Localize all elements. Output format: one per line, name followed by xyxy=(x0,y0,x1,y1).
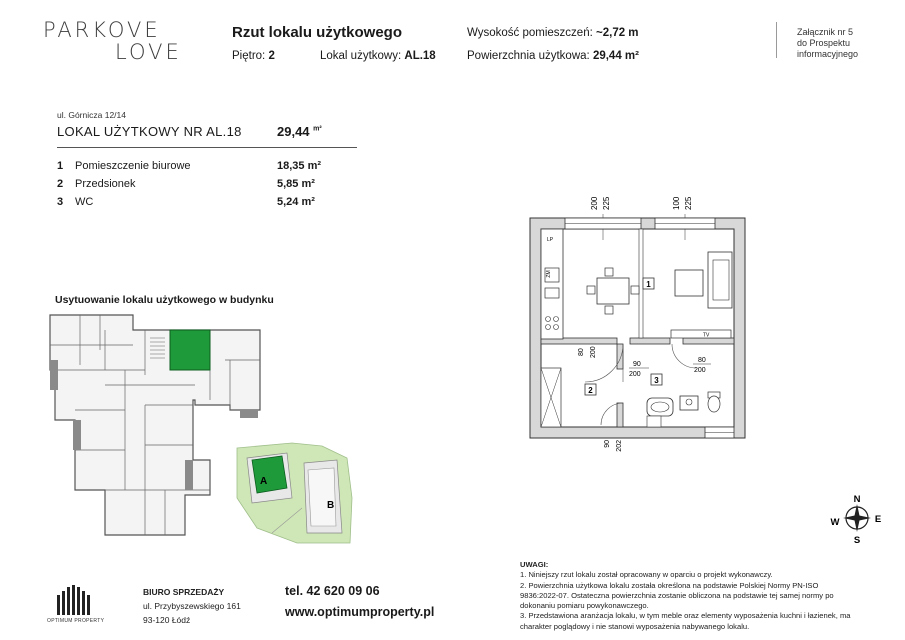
room-num: 2 xyxy=(57,178,64,190)
room-row xyxy=(57,160,63,172)
compass-e: E xyxy=(874,514,882,525)
window-dim-b: 225 xyxy=(684,196,693,210)
highlighted-unit xyxy=(170,330,210,370)
company-name: OPTIMUM PROPERTY xyxy=(47,618,105,624)
note-line: 2. Powierzchnia użytkowa lokalu została określona na podstawie Polskiej Normy PN-ISO xyxy=(520,580,819,590)
compass-icon xyxy=(828,493,886,545)
door-dim-a: 80 xyxy=(578,348,585,356)
room-1-number: 1 xyxy=(646,280,651,289)
location-title: Usytuowanie lokalu użytkowego w budynku xyxy=(55,294,274,306)
compass-s: S xyxy=(853,535,861,545)
window-dim-a: 200 xyxy=(590,196,599,210)
height-label: Wysokość pomieszczeń: xyxy=(467,27,593,39)
room-2-number: 2 xyxy=(588,386,593,395)
window-dim-b: 225 xyxy=(602,196,611,210)
note-line: 3. Przedstawiona aranżacja lokalu, w tym meble oraz elementy wyposażenia kuchni i łazienek, ma xyxy=(520,611,851,621)
unit-info xyxy=(320,50,436,62)
header-divider xyxy=(776,22,777,58)
building-a-label: A xyxy=(260,476,268,487)
note-line: 9836:2022-07. Ostateczna powierzchnia zostanie obliczona na podstawie tej samej normy po xyxy=(520,590,834,600)
annex-note xyxy=(797,27,858,60)
sales-office xyxy=(143,585,224,600)
notes-title: UWAGI: xyxy=(520,560,549,569)
door-dim-a: 80 xyxy=(698,357,706,364)
unit-area-unit: m² xyxy=(313,125,322,133)
balcony xyxy=(73,420,81,450)
height-value: ~2,72 m xyxy=(596,27,639,39)
floor-plan xyxy=(525,188,755,458)
brand-line1: PARKOVE xyxy=(43,18,161,42)
area-info xyxy=(467,50,639,62)
door-dim-b: 200 xyxy=(694,367,706,374)
floor-info xyxy=(232,50,275,62)
unit-label: Lokal użytkowy: xyxy=(320,50,402,62)
note-line: dokonaniu pomiaru powykonawczego. xyxy=(520,601,649,611)
height-info xyxy=(467,27,639,39)
unit-area xyxy=(277,124,322,139)
room-num: 1 xyxy=(57,160,64,172)
tv-label: TV xyxy=(703,332,710,339)
balcony xyxy=(50,360,58,390)
annex-line1: Załącznik nr 5 xyxy=(797,27,854,37)
website-link[interactable]: www.optimumproperty.pl xyxy=(285,605,435,619)
compass-w: W xyxy=(830,517,840,528)
room-row xyxy=(57,196,63,208)
annex-line2: do Prospektu xyxy=(797,38,851,48)
room-area: 18,35 m² xyxy=(277,160,322,172)
door-dim-b: 200 xyxy=(590,346,597,358)
room-3-number: 3 xyxy=(654,376,659,385)
unit-area-number: 29,44 xyxy=(277,124,310,139)
unit-value: AL.18 xyxy=(404,50,436,62)
room-area: 5,85 m² xyxy=(277,178,315,190)
room-num: 3 xyxy=(57,196,64,208)
room-name: Przedsionek xyxy=(75,178,136,190)
window-dim-a: 100 xyxy=(672,196,681,210)
optimum-property-logo xyxy=(55,585,93,617)
phone-number[interactable]: tel. 42 620 09 06 xyxy=(285,584,380,598)
unit-rule xyxy=(57,147,357,148)
page-title: Rzut lokalu użytkowego xyxy=(232,24,403,41)
brand-line2: LOVE xyxy=(115,40,182,64)
fridge-label: ZM xyxy=(546,270,552,278)
site-plan xyxy=(232,438,357,548)
area-label: Powierzchnia użytkowa: xyxy=(467,50,590,62)
floor-value: 2 xyxy=(268,50,275,62)
door-dim-a: 90 xyxy=(604,440,611,448)
compass-n: N xyxy=(853,494,861,505)
notes xyxy=(520,560,895,632)
lp-label: LP xyxy=(547,237,554,243)
balcony xyxy=(240,410,258,418)
room-name: WC xyxy=(75,196,94,208)
area-value: 29,44 m² xyxy=(592,50,639,62)
room-name: Pomieszczenie biurowe xyxy=(75,160,191,172)
door-dim-b: 200 xyxy=(629,371,641,378)
unit-title: LOKAL UŻYTKOWY NR AL.18 xyxy=(57,124,242,139)
balcony xyxy=(185,460,193,490)
door-dim-a: 90 xyxy=(633,361,641,368)
annex-line3: informacyjnego xyxy=(797,49,859,59)
office-street: ul. Przybyszewskiego 161 xyxy=(143,601,241,611)
room-area: 5,24 m² xyxy=(277,196,315,208)
address: ul. Górnicza 12/14 xyxy=(57,110,126,120)
floor-label: Piętro: xyxy=(232,50,266,62)
note-line: 1. Niniejszy rzut lokalu został opracowany w oparciu o projekt wykonawczy. xyxy=(520,570,773,580)
building-b-label: B xyxy=(327,500,335,511)
door-dim-b: 202 xyxy=(616,440,623,452)
room-row xyxy=(57,178,63,190)
office-city: 93-120 Łódź xyxy=(143,615,191,625)
note-line: charakter poglądowy i nie stanowi wyposażenia nabywanego lokalu. xyxy=(520,621,750,631)
office-label: BIURO SPRZEDAŻY xyxy=(143,587,225,597)
